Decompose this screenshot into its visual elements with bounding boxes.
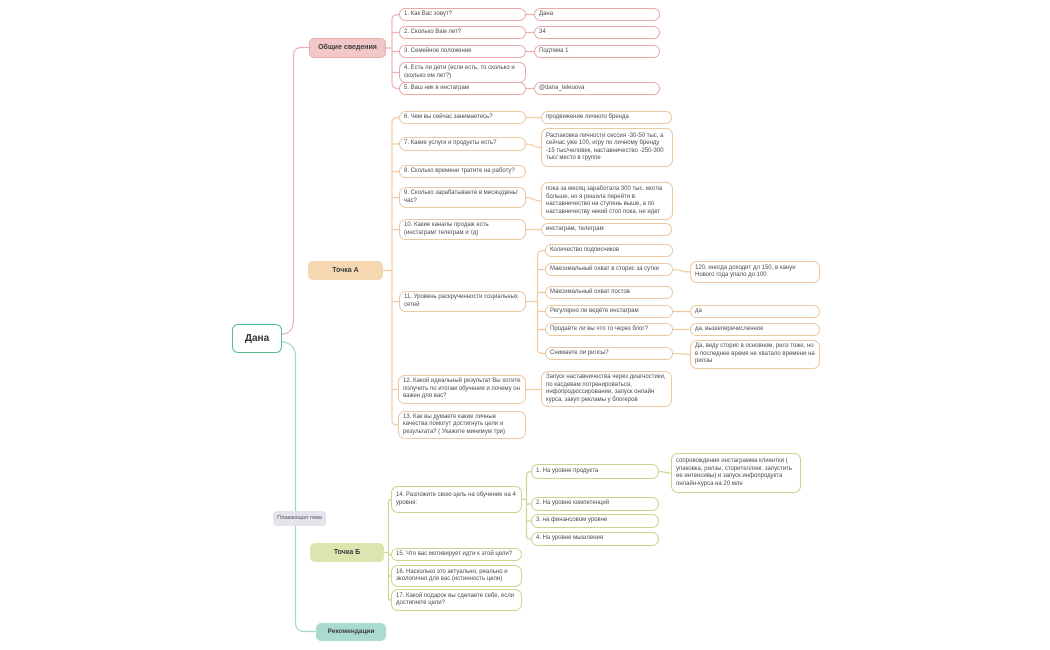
answer-5[interactable]: @dana_teleuova xyxy=(534,82,660,95)
answer-12[interactable]: Запуск наставничества через диагностики, по касдевам потренироваться, инфопродюссировании, запуск онлайн курса, закуп рекламы у блогеров xyxy=(541,371,672,407)
answer-regular-instagram[interactable]: да xyxy=(690,305,820,318)
question-16[interactable]: 16. Насколько это актуально, реально и экологично для вас (истинность цели) xyxy=(391,565,522,587)
answer-6[interactable]: продвижение личного бренда xyxy=(541,111,672,124)
answer-reels[interactable]: Да, веду сторис в основном, рилз тоже, но в последнее время не хватало времени на рилзы xyxy=(690,340,820,369)
subtopic-sell-via-blog[interactable]: Продаёте ли вы что то через блог? xyxy=(545,323,673,336)
question-10[interactable]: 10. Какие каналы продаж есть (инстаграм/ телеграм и тд) xyxy=(399,219,526,240)
question-11[interactable]: 11. Уровень раскрученности социальных сетей xyxy=(399,291,526,312)
question-15[interactable]: 15. Что вас мотивирует идти к этой цели? xyxy=(391,548,522,561)
branch-recommendations[interactable]: Рекомендации xyxy=(316,623,386,641)
level-mindset[interactable]: 4. На уровне мышления xyxy=(531,532,659,546)
floating-topic[interactable]: Плавающая тема xyxy=(273,511,326,526)
subtopic-regular-instagram[interactable]: Регулярно ли ведёте инстаграм xyxy=(545,305,673,318)
connector-recommendations xyxy=(282,342,316,632)
question-4[interactable]: 4. Есть ли дети (если есть, то сколько и сколько им лет?) xyxy=(399,62,526,83)
question-13[interactable]: 13. Как вы думаете какие личные качества помогут достигнуть цели и результата? ( Укажите минимум три) xyxy=(398,411,526,439)
question-2[interactable]: 2. Сколько Вам лет? xyxy=(399,26,526,39)
answer-7[interactable]: Распаковка личности сессия -30-50 тыс, а сейчас уже 100, игру по личному бренду -15 тыс/человек, наставничество -250-300 тыс/ место в группе xyxy=(541,128,673,167)
answer-stories-reach[interactable]: 120, иногда доходит дл 150, в канун Нового года упало до 100 xyxy=(690,261,820,283)
answer-3[interactable]: Подтема 1 xyxy=(534,45,660,58)
answer-level-product[interactable]: сопровождение инстаграмма клиентки ( упаковка, рилзы, сторителлинг, запустить ее интенсивы) и запуск инфопродукта онлайн-курса на 20 млн xyxy=(671,453,801,493)
root-topic[interactable]: Дана xyxy=(232,324,282,353)
level-product[interactable]: 1. На уровне продукта xyxy=(531,464,659,479)
question-5[interactable]: 5. Ваш ник в инстаграм xyxy=(399,82,526,95)
answer-10[interactable]: инстаграм, телеграм xyxy=(541,223,672,236)
branch-point-a[interactable]: Точка А xyxy=(308,261,383,280)
answer-1[interactable]: Дана xyxy=(534,8,660,21)
question-7[interactable]: 7. Какие услуги и продукты есть? xyxy=(399,137,526,151)
subtopic-followers-count[interactable]: Количество подписчиков xyxy=(545,244,673,257)
question-8[interactable]: 8. Сколько времени тратите на работу? xyxy=(399,165,526,178)
answer-2[interactable]: 34 xyxy=(534,26,660,39)
answer-9[interactable]: пока за месяц заработала 300 тыс. могла больше, но я решила перейти в наставничество на ступень выше, а по наставничеству некий стоп пока, не идет xyxy=(541,182,673,220)
level-competencies[interactable]: 2. На уровне компетенций xyxy=(531,497,659,511)
question-17[interactable]: 17. Какой подарок вы сделаете себе, если достигнете цели? xyxy=(391,589,522,611)
subtopic-reels[interactable]: Снимаете ли рилсы? xyxy=(545,347,673,360)
subtopic-posts-reach[interactable]: Максимальный охват постов xyxy=(545,286,673,299)
question-1[interactable]: 1. Как Вас зовут? xyxy=(399,8,526,21)
question-12[interactable]: 12. Какой идеальный результат Вы хотите получить по итогам обучения и почему он важен для вас? xyxy=(398,375,526,404)
branch-point-b[interactable]: Точка Б xyxy=(310,543,384,562)
question-14[interactable]: 14. Разложите свою цель на обучение на 4 уровня: xyxy=(391,486,522,513)
level-financial[interactable]: 3. на финансовом уровне xyxy=(531,514,659,528)
subtopic-stories-reach[interactable]: Максимальный охват в сторис за сутки xyxy=(545,263,673,276)
question-9[interactable]: 9. Сколько зарабатываете в месяц/день/ час? xyxy=(399,187,526,208)
branch-general-info[interactable]: Общие сведения xyxy=(309,38,386,58)
answer-sell-via-blog[interactable]: да, вышеперечисленное xyxy=(690,323,820,336)
question-3[interactable]: 3. Семейное положение xyxy=(399,45,526,58)
question-6[interactable]: 6. Чем вы сейчас занимаетесь? xyxy=(399,111,526,124)
